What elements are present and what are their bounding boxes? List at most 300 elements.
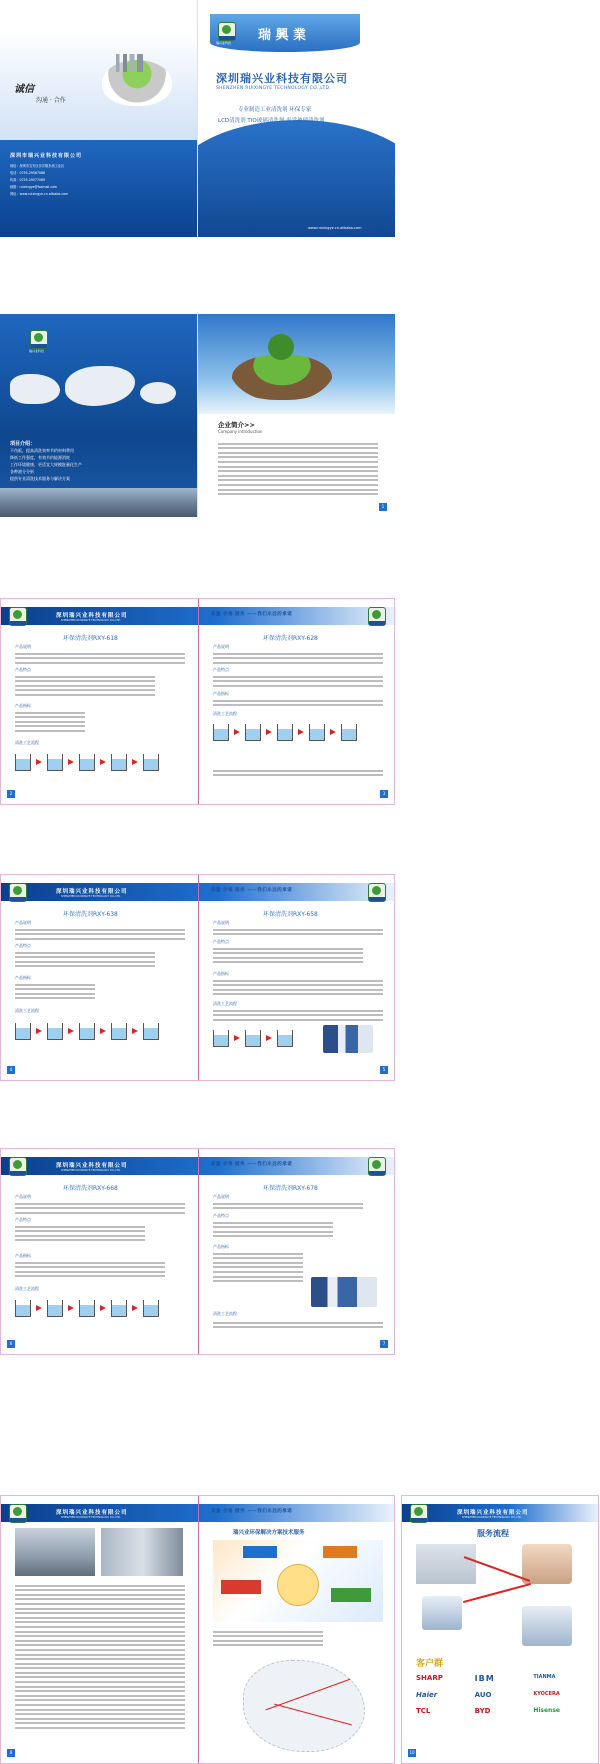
text-line [213,993,383,995]
tank [47,1300,63,1317]
center-banner: 瑞兴业环保解决方案技术服务 [233,1530,305,1536]
factory-photo [15,1528,95,1576]
arrow-icon [68,1305,74,1311]
process-text [213,1319,383,1331]
text-line [218,493,378,495]
customer-logos [416,1674,586,1715]
brand-auo: AUO [474,1691,492,1699]
text-line [218,479,378,481]
arrow-icon [132,1305,138,1311]
intro-body-text [218,440,378,498]
text-line [15,1226,145,1228]
brand-tianma: TIANMA [533,1674,556,1680]
arrow-icon [36,1028,42,1034]
text-line [213,989,383,991]
tagline-1: 专业制造工业清洗剂 环保专家 [238,107,312,113]
text-line [15,1239,145,1241]
spec-text [15,709,85,735]
text-line [213,1262,303,1264]
header-company: 深圳瑞兴业科技有限公司 [56,889,128,895]
product-title-right: 环保清洗剂RXY-678 [263,1185,318,1192]
text-line [213,1253,303,1255]
text-line [213,1231,333,1233]
text-line [213,980,383,982]
product-title-left: 环保清洗剂RXY-668 [63,1185,118,1192]
map-shape [243,1660,365,1752]
intro-heading: 企业简介>> [218,421,255,429]
text-line [213,1235,333,1237]
back-contact-4: 网址：www.ruixingye.cn.alibaba.com [10,192,69,196]
text-line [15,716,85,718]
text-line [15,676,155,678]
intro-spread [0,314,395,517]
text-line [15,1621,185,1623]
tank [341,724,357,741]
text-line [213,1322,383,1324]
header-company-en: SHENZHEN RUIXINGYE TECHNOLOGY CO.,LTD. [61,1169,121,1172]
text-line [15,1686,185,1688]
features-text [213,673,383,689]
slogan-main: 诚信 [14,84,34,95]
text-line [213,1326,383,1328]
text-line [15,680,155,682]
map-continent [10,374,60,404]
project-title: 项目介绍： [10,441,36,447]
section-features: 产品特点 [15,667,31,672]
text-line [213,961,363,963]
text-line [15,1603,185,1605]
text-line [15,1207,185,1209]
text-line [213,984,383,986]
header-company-en: SHENZHEN RUIXINGYE TECHNOLOGY CO.,LTD. [61,619,121,622]
arrow-icon [266,729,272,735]
text-line [15,1262,165,1264]
tank [143,1023,159,1040]
arrow-icon [234,729,240,735]
text-line [213,1207,363,1209]
text-line [15,997,95,999]
process-flow [15,1295,162,1321]
text-line [15,929,185,931]
tank [309,724,325,741]
page-number: 1 [379,503,387,511]
flow-person-image [522,1544,572,1584]
text-line [213,1257,303,1259]
page-number-right: 10 [409,1750,415,1755]
section-features: 产品特点 [15,943,31,948]
text-line [15,725,85,727]
text-line [15,1667,185,1669]
page-number-left: 4 [7,1066,15,1074]
text-line [15,694,155,696]
header-company-en: SHENZHEN RUIXINGYE TECHNOLOGY CO.,LTD. [61,895,121,898]
text-line [213,933,383,935]
text-line [15,662,185,664]
text-line [15,1598,185,1600]
text-line [15,1690,185,1692]
tank [245,1030,261,1047]
text-line [15,1212,185,1214]
project-item: 不伤板，提高清洗效率节约材料费用 [10,448,74,453]
header-company: 深圳瑞兴业科技有限公司 [457,1510,529,1516]
section-spec: 产品指标 [15,1253,31,1258]
text-line [213,1014,383,1016]
text-line [15,1663,185,1665]
intro-heading-en: Company introduction [218,429,263,434]
section-features: 产品特点 [15,1217,31,1222]
text-line [213,676,383,678]
service-flow-title: 服务流程 [477,1529,509,1538]
tagline-2: LCD清洗剂 TIO玻璃清洗剂 光学玻璃清洗剂 [218,118,325,124]
text-line [15,933,185,935]
section-spec: 产品指标 [213,1244,229,1249]
text-line [218,443,378,445]
text-line [15,1727,185,1729]
text-line [213,1635,323,1637]
tank [213,1030,229,1047]
header-logo-right [368,883,386,902]
text-line [218,456,378,458]
arrow-icon [266,1035,272,1041]
text-line [15,1699,185,1701]
diagram-box [221,1580,261,1594]
text-line [15,1235,145,1237]
project-item: 降低工作强度，有效节约能源消耗 [10,455,70,460]
text-line [213,700,383,702]
text-line [213,1631,323,1633]
services-fold [198,1496,199,1763]
text-line [15,1704,185,1706]
desc-text [213,1200,363,1212]
tank [143,1300,159,1317]
intro-left-page [0,314,197,517]
text-line [15,685,155,687]
header-logo-left [9,883,27,902]
text-line [15,938,185,940]
text-line [213,1019,383,1021]
header-motto: 质量 价格 服务 ——我们永远的承诺 [211,612,293,617]
flow-people-image [522,1606,572,1646]
tank [47,754,63,771]
section-desc: 产品说明 [15,920,31,925]
diagram-box [323,1546,357,1558]
section-process: 清洗工艺流程 [15,1286,39,1291]
text-line [213,1010,383,1012]
tank [277,1030,293,1047]
text-line [15,1608,185,1610]
text-line [213,1271,303,1273]
header-company: 深圳瑞兴业科技有限公司 [56,1510,128,1516]
tank [47,1023,63,1040]
text-line [15,1275,165,1277]
product-title-left: 环保清洗剂RXY-638 [63,911,118,918]
project-item: 提供专业清洗技术服务与解决方案 [10,476,70,481]
arrow-icon [298,729,304,735]
note-text [213,767,383,779]
brand-kyocera: KYOCERA [533,1691,560,1697]
arrow-icon [132,759,138,765]
features-text [15,1223,145,1244]
text-line [213,1280,303,1282]
header-company-en: SHENZHEN RUIXINGYE TECHNOLOGY CO.,LTD. [462,1516,522,1519]
section-process: 清洗工艺流程 [15,740,39,745]
section-process: 清洗工艺流程 [15,1008,39,1013]
flow-arrow-line [463,1583,531,1603]
text-line [15,1722,185,1724]
features-text [15,949,155,970]
services-left-text [15,1582,185,1732]
services-main-block [0,1495,395,1764]
text-line [15,1681,185,1683]
text-line [15,1203,185,1205]
text-line [15,965,155,967]
text-line [15,721,85,723]
header-motto: 质量 价格 服务 ——我们永远的承诺 [211,1509,293,1514]
header-logo-right [368,607,386,626]
china-map [223,1654,383,1758]
desc-text [15,650,185,666]
text-line [213,1276,303,1278]
product-spread-2 [0,874,395,1081]
features-text [15,673,155,699]
product-title-left: 环保清洗剂RXY-618 [63,635,118,642]
text-line [15,961,155,963]
diagram-box [331,1588,371,1602]
header-motto: 质量 价格 服务 ——我们永远的承诺 [211,888,293,893]
island-image [232,354,332,400]
text-line [15,1658,185,1660]
arrow-icon [100,1028,106,1034]
desc-text [15,1200,185,1216]
section-spec: 产品指标 [15,703,31,708]
header-logo-left [410,1504,428,1523]
text-line [213,957,363,959]
tank [15,1023,31,1040]
header-company-en: SHENZHEN RUIXINGYE TECHNOLOGY CO.,LTD. [61,1516,121,1519]
text-line [15,988,95,990]
text-line [15,1672,185,1674]
text-line [213,704,383,706]
spec-text [213,1250,303,1285]
text-line [213,1266,303,1268]
process-text [213,1007,383,1023]
tank [79,1023,95,1040]
text-line [15,1617,185,1619]
text-line [15,653,185,655]
section-desc: 产品说明 [15,644,31,649]
arrow-icon [132,1028,138,1034]
page-number-left: 8 [7,1749,15,1757]
section-spec: 产品指标 [15,975,31,980]
tank [143,754,159,771]
text-line [15,1644,185,1646]
website-url: www.ruixingye.cn.alibaba.com [308,226,362,230]
tree-image [268,334,294,360]
arrow-icon [68,1028,74,1034]
process-flow [213,719,360,745]
text-line [218,461,378,463]
text-line [15,1713,185,1715]
text-line [15,1594,185,1596]
text-line [213,1203,363,1205]
map-continent [65,366,135,406]
text-line [213,1640,323,1642]
company-name-en: SHENZHEN RUIXINGYE TECHNOLOGY CO.,LTD. [216,86,332,91]
section-desc: 产品说明 [213,920,229,925]
page-number-right: 7 [380,1340,388,1348]
page-number-right: 3 [380,790,388,798]
header-company: 深圳瑞兴业科技有限公司 [56,1163,128,1169]
text-line [213,952,363,954]
text-line [213,774,383,776]
text-line [15,984,95,986]
brand-tcl: TCL [416,1707,431,1715]
tank [111,1023,127,1040]
project-item: 各种液分分析 [10,469,34,474]
desc-text [15,926,185,942]
text-line [15,1230,145,1232]
header-logo-left [9,1504,27,1523]
product-fold [198,1149,199,1354]
text-line [15,1612,185,1614]
text-line [15,1635,185,1637]
text-line [15,1266,165,1268]
back-contact-0: 地址：深圳市宝安区沙井镇步涌工业区 [10,164,65,168]
back-company-name: 深圳市瑞兴业科技有限公司 [10,153,83,159]
text-line [15,1631,185,1633]
text-line [15,1649,185,1651]
header-logo-left [9,1157,27,1176]
back-contact-3: 邮箱：ruixingye@foxmail.com [10,185,58,189]
text-line [218,489,378,491]
slogan-sub: 沟通 · 合作 [36,97,66,104]
back-contact-2: 传真：0755-29577069 [10,178,46,182]
back-cover [0,0,197,237]
tank [79,754,95,771]
text-line [15,993,95,995]
text-line [15,1640,185,1642]
logo-caption: 瑞兴业科技 [216,41,232,45]
factory-photo [0,488,197,517]
text-line [218,484,378,486]
product-bottles-image [311,1277,377,1307]
text-line [15,1589,185,1591]
center-text [213,1628,323,1649]
spec-text [15,1259,165,1280]
product-title-right: 环保清洗剂RXY-628 [263,635,318,642]
text-line [218,447,378,449]
section-spec: 产品指标 [213,691,229,696]
text-line [15,1626,185,1628]
service-flow-page [401,1495,599,1764]
features-text [213,1219,333,1240]
world-map [10,364,185,419]
text-line [15,1271,165,1273]
section-desc: 产品说明 [213,1194,229,1199]
section-spec: 产品指标 [213,971,229,976]
desc-text [213,926,383,938]
brand-hisense: Hisense [533,1707,560,1714]
front-cover [198,0,395,237]
tank [79,1300,95,1317]
solution-diagram [213,1540,383,1622]
spec-text [213,977,383,998]
text-line [15,952,155,954]
tank [111,754,127,771]
page-number-left: 2 [7,790,15,798]
section-features: 产品特点 [213,1213,229,1218]
process-flow [15,1018,162,1044]
text-line [15,1695,185,1697]
process-flow [213,1025,296,1051]
text-line [213,662,383,664]
company-name-cn: 深圳瑞兴业科技有限公司 [216,72,348,85]
tank [111,1300,127,1317]
brand-byd: BYD [474,1707,491,1715]
text-line [213,657,383,659]
project-item: 工作环境健康，更适宜大规模批量化生产 [10,462,82,467]
customer-group-label: 客户群 [416,1659,444,1669]
spec-text [213,697,383,709]
spec-text [15,981,95,1002]
arrow-icon [100,759,106,765]
arrow-icon [36,1305,42,1311]
text-line [15,657,185,659]
product-spread-3 [0,1148,395,1355]
arrow-icon [330,729,336,735]
desc-text [213,650,383,666]
city-image [116,54,150,72]
section-desc: 产品说明 [213,644,229,649]
text-line [213,653,383,655]
diagram-center [277,1564,319,1606]
text-line [218,475,378,477]
section-process: 清洗工艺流程 [213,1001,237,1006]
text-line [213,685,383,687]
text-line [15,956,155,958]
intro-logo [30,330,48,349]
tank [15,1300,31,1317]
text-line [15,1585,185,1587]
arrow-icon [234,1035,240,1041]
text-line [213,1226,333,1228]
product-fold [198,599,199,804]
section-features: 产品特点 [213,939,229,944]
text-line [213,1222,333,1224]
page-number-right: 5 [380,1066,388,1074]
cover-spread [0,0,395,237]
company-logo [218,22,236,41]
text-line [213,929,383,931]
map-continent [140,382,176,404]
text-line [15,730,85,732]
product-title-right: 环保清洗剂RXY-658 [263,911,318,918]
section-features: 产品特点 [213,667,229,672]
services-spread [0,1495,600,1764]
text-line [15,1654,185,1656]
brand-haier: Haier [416,1691,438,1699]
header-motto: 质量 价格 服务 ——我们永远的承诺 [211,1162,293,1167]
page-number-left: 6 [7,1340,15,1348]
text-line [213,770,383,772]
text-line [218,470,378,472]
header-logo-right [368,1157,386,1176]
arrow-icon [68,759,74,765]
features-text [213,945,363,966]
section-process: 清洗工艺流程 [213,711,237,716]
flow-building-image [416,1544,476,1584]
header-company: 深圳瑞兴业科技有限公司 [56,613,128,619]
